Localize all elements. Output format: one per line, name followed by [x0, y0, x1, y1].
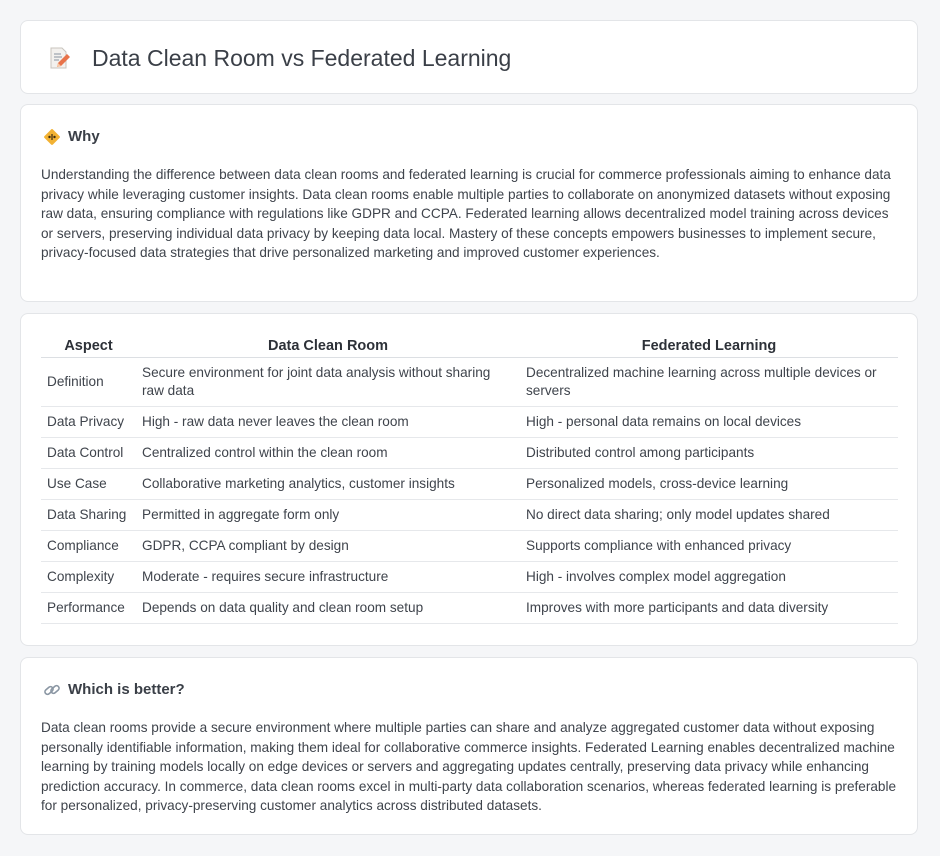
- cell-federated: No direct data sharing; only model updates shared: [520, 500, 898, 531]
- link-icon: [43, 681, 61, 699]
- why-body: Understanding the difference between data clean rooms and federated learning is crucial for commerce professionals aiming to enhance data privacy while leveraging customer insights. Data clean rooms enable multiple parties to collaborate on anonymized datasets without exposing raw data, ensuring compliance with regulations like GDPR and CCPA. Federated learning allows decentralized model training across devices or servers, preserving individual data privacy by keeping data local. Mastery of these concepts empowers businesses to implement secure, privacy-focused data strategies that drive personalized marketing and improved customer experiences.: [41, 167, 891, 260]
- cell-clean-room: GDPR, CCPA compliant by design: [136, 531, 520, 562]
- cell-federated: High - involves complex model aggregation: [520, 562, 898, 593]
- cell-clean-room: Centralized control within the clean room: [136, 438, 520, 469]
- cell-clean-room: Moderate - requires secure infrastructure: [136, 562, 520, 593]
- cell-aspect: Data Sharing: [41, 500, 136, 531]
- table-row: [41, 531, 898, 562]
- cell-clean-room: Depends on data quality and clean room setup: [136, 593, 520, 624]
- why-section: [20, 104, 918, 302]
- cell-federated: High - personal data remains on local devices: [520, 407, 898, 438]
- cell-aspect: Use Case: [41, 469, 136, 500]
- why-heading-row: [43, 127, 100, 147]
- cell-aspect: Definition: [41, 358, 136, 407]
- header-data-clean-room: Data Clean Room: [136, 335, 520, 358]
- why-heading: Why: [68, 128, 100, 145]
- title-card: [20, 20, 918, 94]
- diamond-signal-icon: [43, 128, 61, 146]
- cell-aspect: Compliance: [41, 531, 136, 562]
- table-row: [41, 593, 898, 624]
- table-header-row: [41, 335, 898, 358]
- table-row: [41, 407, 898, 438]
- cell-clean-room: Secure environment for joint data analysis without sharing raw data: [136, 358, 520, 407]
- comparison-table: [41, 335, 898, 624]
- comparison-table-card: [20, 313, 918, 646]
- which-is-better-section: [20, 657, 918, 835]
- cell-aspect: Complexity: [41, 562, 136, 593]
- better-heading: Which is better?: [68, 681, 185, 698]
- cell-clean-room: High - raw data never leaves the clean room: [136, 407, 520, 438]
- header-federated-learning: Federated Learning: [520, 335, 898, 358]
- cell-clean-room: Collaborative marketing analytics, customer insights: [136, 469, 520, 500]
- page-title: Data Clean Room vs Federated Learning: [92, 45, 512, 71]
- table-row: [41, 500, 898, 531]
- cell-federated: Decentralized machine learning across multiple devices or servers: [520, 358, 898, 407]
- better-body: Data clean rooms provide a secure environment where multiple parties can share and analyze aggregated customer data without exposing personally identifiable information, making them ideal for collaborative commerce insights. Federated Learning enables decentralized machine learning by training models locally on edge devices or servers and aggregating updates centrally, preserving data privacy while enhancing prediction accuracy. In commerce, data clean rooms excel in multi-party data collaboration scenarios, whereas federated learning is preferable for personalized, privacy-preserving customer analytics across distributed datasets.: [41, 720, 897, 813]
- cell-aspect: Performance: [41, 593, 136, 624]
- cell-federated: Distributed control among participants: [520, 438, 898, 469]
- cell-clean-room: Permitted in aggregate form only: [136, 500, 520, 531]
- table-row: [41, 438, 898, 469]
- header-aspect: Aspect: [41, 335, 136, 358]
- cell-aspect: Data Control: [41, 438, 136, 469]
- memo-pencil-icon: [47, 46, 71, 70]
- cell-federated: Supports compliance with enhanced privacy: [520, 531, 898, 562]
- cell-aspect: Data Privacy: [41, 407, 136, 438]
- better-heading-row: [43, 680, 185, 700]
- table-row: [41, 469, 898, 500]
- cell-federated: Personalized models, cross-device learning: [520, 469, 898, 500]
- table-row: [41, 562, 898, 593]
- table-row: [41, 358, 898, 407]
- cell-federated: Improves with more participants and data diversity: [520, 593, 898, 624]
